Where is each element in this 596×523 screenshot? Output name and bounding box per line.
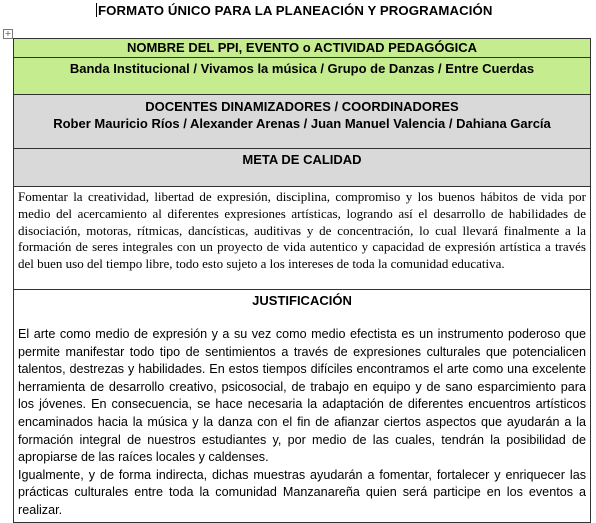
docentes-label: DOCENTES DINAMIZADORES / COORDINADORES xyxy=(145,99,459,114)
table-move-handle-icon[interactable]: + xyxy=(4,29,12,38)
meta-text: Fomentar la creatividad, libertad de expresión, disciplina, compromiso y los buenos hábitos de vida por medio del acercamiento al diferentes expresiones artísticas, logrando así el desarrollo de habilidades de disociación, motoras, rítmicas, dancísticas, auditivas y de concentración, lo cual llevará finalmente a la formación de seres integrales con un proyecto de vida autentico y capacidad de expresión artística a través del buen uso del tiempo libre, todo esto sujeto a los intereses de toda la comunidad educativa. xyxy=(18,189,586,272)
meta-label-row xyxy=(14,149,591,187)
ppi-value: Banda Institucional / Vivamos la música / Grupo de Danzas / Entre Cuerdas xyxy=(69,61,535,76)
justificacion-paragraph-2: Igualmente, y de forma indirecta, dichas muestras ayudarán a fomentar, fortalecer y enriquecer las prácticas culturales entre toda la comunidad Manzanareña quien será participe en los eventos a realizar. xyxy=(18,467,586,517)
meta-text-cell[interactable] xyxy=(14,187,591,290)
meta-text-row xyxy=(14,187,591,290)
ppi-value-row xyxy=(14,58,591,95)
docentes-value: Rober Mauricio Ríos / Alexander Arenas / Juan Manuel Valencia / Dahiana García xyxy=(53,116,551,131)
meta-label: META DE CALIDAD xyxy=(242,152,362,167)
ppi-label: NOMBRE DEL PPI, EVENTO o ACTIVIDAD PEDAGÓGICA xyxy=(126,40,478,55)
docentes-row xyxy=(14,95,591,149)
justificacion-row xyxy=(14,290,591,523)
justificacion-cell[interactable] xyxy=(14,290,591,523)
text-cursor xyxy=(96,3,97,17)
planning-table xyxy=(13,38,591,523)
justificacion-label: JUSTIFICACIÓN xyxy=(252,293,352,308)
meta-label-cell[interactable] xyxy=(14,149,591,187)
ppi-label-row xyxy=(14,39,591,58)
document-title-text: FORMATO ÚNICO PARA LA PLANEACIÓN Y PROGRAMACIÓN xyxy=(98,3,493,18)
ppi-label-cell[interactable] xyxy=(14,39,591,58)
ppi-value-cell[interactable] xyxy=(14,58,591,95)
docentes-cell[interactable] xyxy=(14,95,591,149)
document-title xyxy=(96,3,492,18)
justificacion-paragraph-1: El arte como medio de expresión y a su vez como medio efectista es un instrumento poderoso que permite manifestar todo tipo de sentimientos a través de expresiones culturales que potencialicen talentos, destrezas y habilidades. En estos tiempos difíciles encontramos el arte como una excelente herramienta de desarrollo creativo, psicosocial, de trabajo en equipo y de sano esparcimiento para los jóvenes. En consecuencia, se hace necesaria la adaptación de diferentes encuentros artísticos encaminados hacia la música y la danza con el fin de afianzar ciertos aspectos que ayudarán a la formación integral de nuestros estudiantes y, por medio de las cuales, tendrán la posibilidad de apropiarse de las raíces locales y caldenses. xyxy=(18,327,586,465)
